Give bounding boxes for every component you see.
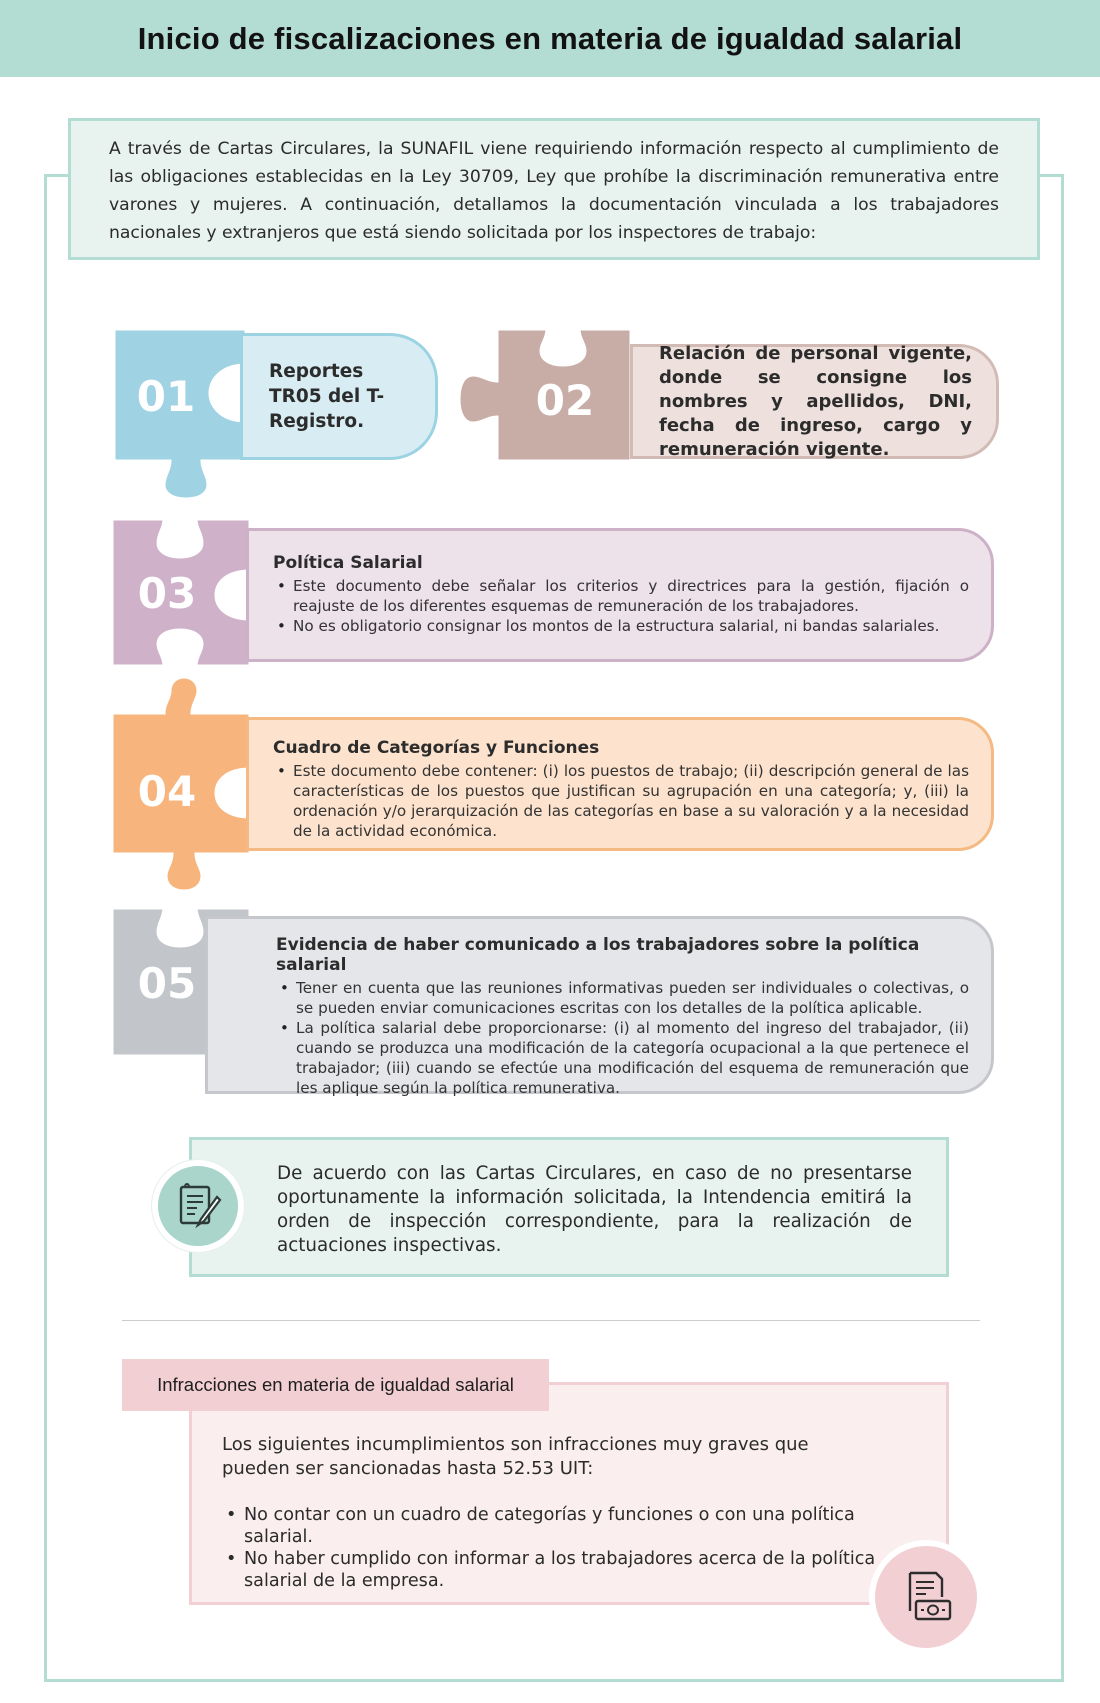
bullet-item: • Tener en cuenta que las reuniones informativas pueden ser individuales o colectivas, o se pueden enviar comunicaciones escritas con los detalles de la política aplicable. xyxy=(276,978,969,1018)
header-bar xyxy=(0,0,1100,77)
item-title-03: Política Salarial xyxy=(273,553,423,573)
bullet-item: • No es obligatorio consignar los montos de la estructura salarial, ni bandas salariales. xyxy=(273,616,969,636)
puzzle-piece-04 xyxy=(108,673,254,895)
puzzle-piece-03 xyxy=(108,515,254,670)
item-bullets-04 xyxy=(273,761,969,841)
item-number-03: 03 xyxy=(137,569,197,618)
bullet-item: • La política salarial debe proporcionarse: (i) al momento del ingreso del trabajador, (ii) cuando se produzca una modificación de la categoría ocupacional a la que pertenece el trabajador; (iii) cuando se efectúe una modificación del esquema de remuneración que les aplique según la política remunerativa. xyxy=(276,1018,969,1098)
item-number-02: 02 xyxy=(535,376,595,425)
document-pen-icon xyxy=(152,1160,244,1252)
item-bullets-03 xyxy=(273,576,969,636)
invoice-money-icon xyxy=(869,1540,983,1654)
item-title-02: Relación de personal vigente, donde se consigne los nombres y apellidos, DNI, fecha de ingreso, cargo y remuneración vigente. xyxy=(659,342,972,460)
bullet-item: • Este documento debe contener: (i) los puestos de trabajo; (ii) descripción general de las características de los puestos que justifican su agrupación en una categoría; y, (iii) la ordenación y/o jerarquización de las categorías en base a su valoración y a la necesidad de la actividad económica. xyxy=(273,761,969,841)
item-number-04: 04 xyxy=(137,767,197,816)
item-card-04 xyxy=(246,717,994,851)
puzzle-piece-02 xyxy=(455,325,635,465)
item-title-05: Evidencia de haber comunicado a los trabajadores sobre la política salarial xyxy=(276,935,920,975)
infractions-intro: Los siguientes incumplimientos son infracciones muy graves que pueden ser sancionadas hasta 52.53 UIT: xyxy=(222,1434,809,1479)
intro-box: A través de Cartas Circulares, la SUNAFIL viene requiriendo información respecto al cumplimiento de las obligaciones establecidas en la Ley 30709, Ley que prohíbe la discriminación remunerativa entre varones y mujeres. A continuación, detallamos la documentación vinculada a los trabajadores nacionales y extranjeros que está siendo solicitada por los inspectores de trabajo: xyxy=(68,118,1040,260)
bullet-item: • Este documento debe señalar los criterios y directrices para la gestión, fijación o reajuste de los diferentes esquemas de remuneración de los trabajadores. xyxy=(273,576,969,616)
section-divider xyxy=(122,1320,980,1321)
infractions-title: Infracciones en materia de igualdad salarial xyxy=(122,1359,549,1411)
infractions-list xyxy=(222,1504,876,1592)
item-card-05 xyxy=(205,916,994,1097)
item-number-05: 05 xyxy=(137,959,197,1008)
note-box: De acuerdo con las Cartas Circulares, en caso de no presentarse oportunamente la información solicitada, la Intendencia emitirá la orden de inspección correspondiente, para la realización de actuaciones inspectivas. xyxy=(189,1137,949,1277)
item-title-01: Reportes TR05 del T-Registro. xyxy=(269,361,385,432)
page-title: Inicio de fiscalizaciones en materia de igualdad salarial xyxy=(137,20,963,56)
item-card-03 xyxy=(246,528,994,662)
item-number-01: 01 xyxy=(136,372,196,421)
infraction-item: • No contar con un cuadro de categorías y funciones o con una política salarial. xyxy=(222,1504,876,1548)
item-card-01 xyxy=(240,333,438,460)
puzzle-piece-01 xyxy=(110,325,250,501)
infractions-box xyxy=(189,1382,949,1605)
infraction-item: • No haber cumplido con informar a los trabajadores acerca de la política salarial de la empresa. xyxy=(222,1548,876,1592)
item-title-04: Cuadro de Categorías y Funciones xyxy=(273,738,600,758)
item-card-02 xyxy=(630,344,999,459)
item-bullets-05 xyxy=(276,978,969,1098)
